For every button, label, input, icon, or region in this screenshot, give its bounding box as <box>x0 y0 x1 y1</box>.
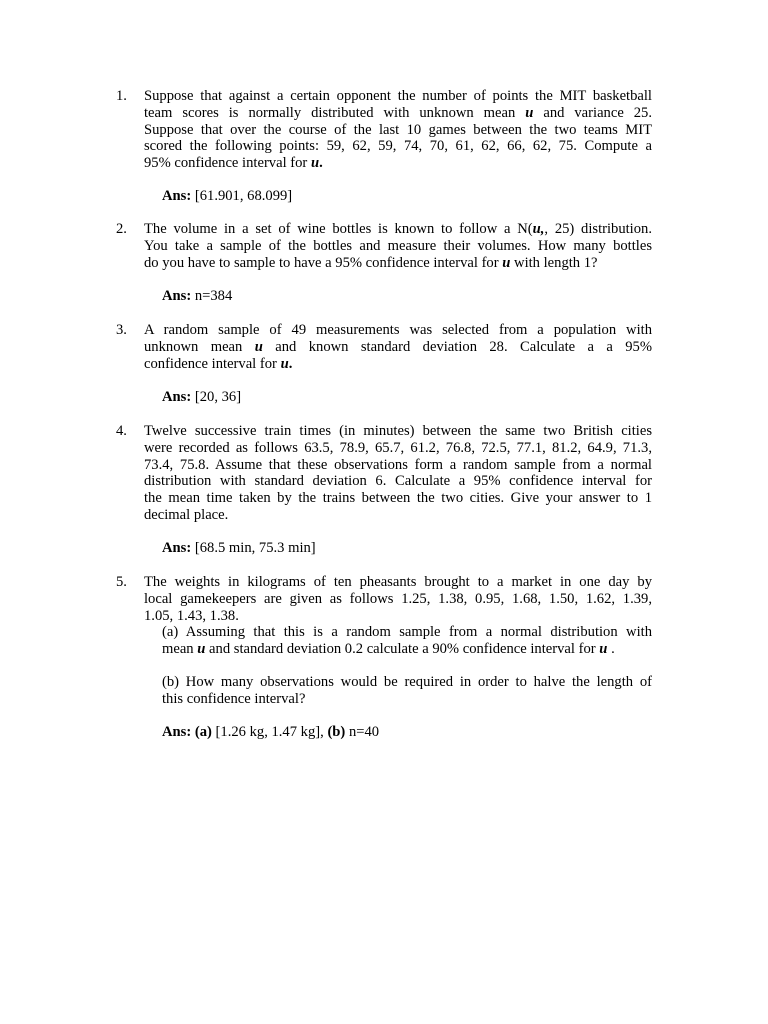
problem-number: 4. <box>116 423 127 439</box>
problem-text <box>144 88 652 172</box>
mu-symbol: u <box>310 155 320 172</box>
part-a <box>162 624 652 658</box>
problem-text <box>144 574 652 624</box>
mu-symbol: u <box>525 104 534 121</box>
answer-label: Ans: <box>162 724 192 740</box>
answer <box>162 288 232 305</box>
text-line: decimal place. <box>144 506 229 523</box>
answer <box>162 389 241 406</box>
text-line: 1.05, 1.43, 1.38. <box>144 607 239 624</box>
text-line: mean u and standard deviation 0.2 calculate a 90% confidence interval for u . <box>162 640 615 657</box>
answer-a-label: (a) <box>194 724 212 740</box>
text-line: A random sample of 49 measurements was selected from a population with <box>144 322 652 338</box>
text-line: local gamekeepers are given as follows 1.25, 1.38, 0.95, 1.68, 1.50, 1.62, 1.39, <box>144 590 652 607</box>
answer-value: [61.901, 68.099] <box>194 188 293 204</box>
text-line: You take a sample of the bottles and measure their volumes. How many bottles <box>144 237 652 254</box>
text-line: confidence interval for u. <box>144 355 293 372</box>
text-line: distribution with standard deviation 6. Calculate a 95% confidence interval for <box>144 473 652 490</box>
problem-number: 5. <box>116 574 127 590</box>
text-line: Suppose that against a certain opponent the number of points the MIT basketball <box>144 88 652 104</box>
text-line: 73.4, 75.8. Assume that these observations form a random sample from a normal <box>144 456 652 473</box>
answer-value: n=384 <box>194 288 233 304</box>
text-line: 95% confidence interval for u. <box>144 155 323 172</box>
text-line: team scores is normally distributed with unknown mean u and variance 25. <box>144 104 652 121</box>
text-line: (a) Assuming that this is a random sample from a normal distribution with <box>162 624 652 640</box>
text-line: Twelve successive train times (in minutes) between the same two British cities <box>144 423 652 439</box>
problem-text <box>144 322 652 372</box>
answer-label: Ans: <box>162 288 192 304</box>
answer-label: Ans: <box>162 389 192 405</box>
answer-b-label: (b) <box>327 724 346 740</box>
problem-number: 1. <box>116 88 127 104</box>
answer-b-value: n=40 <box>348 724 380 740</box>
mu-symbol: u <box>197 640 206 657</box>
text-line: were recorded as follows 63.5, 78.9, 65.7, 61.2, 76.8, 72.5, 77.1, 81.2, 64.9, 71.3, <box>144 439 652 456</box>
text-line: Suppose that over the course of the last 10 games between the two teams MIT <box>144 121 652 138</box>
answer <box>162 540 316 557</box>
text-line: unknown mean u and known standard deviation 28. Calculate a a 95% <box>144 338 653 355</box>
mu-symbol: u, <box>532 221 545 237</box>
answer-value: [20, 36] <box>194 389 242 405</box>
answer-value: [68.5 min, 75.3 min] <box>194 540 316 556</box>
text-line: the mean time taken by the trains between the two cities. Give your answer to 1 <box>144 490 652 507</box>
answer <box>162 724 379 741</box>
text-line: scored the following points: 59, 62, 59, 74, 70, 61, 62, 66, 62, 75. Compute a <box>144 138 652 155</box>
text-line: The volume in a set of wine bottles is known to follow a N(u,, 25) distribution. <box>144 221 652 237</box>
answer-a-value: [1.26 kg, 1.47 kg], <box>215 724 324 740</box>
text-line: (b) How many observations would be required in order to halve the length of <box>162 674 652 690</box>
problem-text <box>144 423 652 524</box>
mu-symbol: u <box>254 338 263 355</box>
part-b <box>162 674 652 708</box>
text-line: do you have to sample to have a 95% confidence interval for u with length 1? <box>144 254 598 271</box>
mu-symbol: u <box>599 640 608 657</box>
problem-number: 3. <box>116 322 127 338</box>
problem-text <box>144 221 652 271</box>
mu-symbol: u <box>280 355 289 372</box>
answer <box>162 188 292 205</box>
answer-label: Ans: <box>162 188 192 204</box>
problem-number: 2. <box>116 221 127 237</box>
text-line: this confidence interval? <box>162 690 306 707</box>
mu-symbol: u <box>502 254 511 271</box>
text-line: The weights in kilograms of ten pheasants brought to a market in one day by <box>144 574 652 590</box>
answer-label: Ans: <box>162 540 192 556</box>
